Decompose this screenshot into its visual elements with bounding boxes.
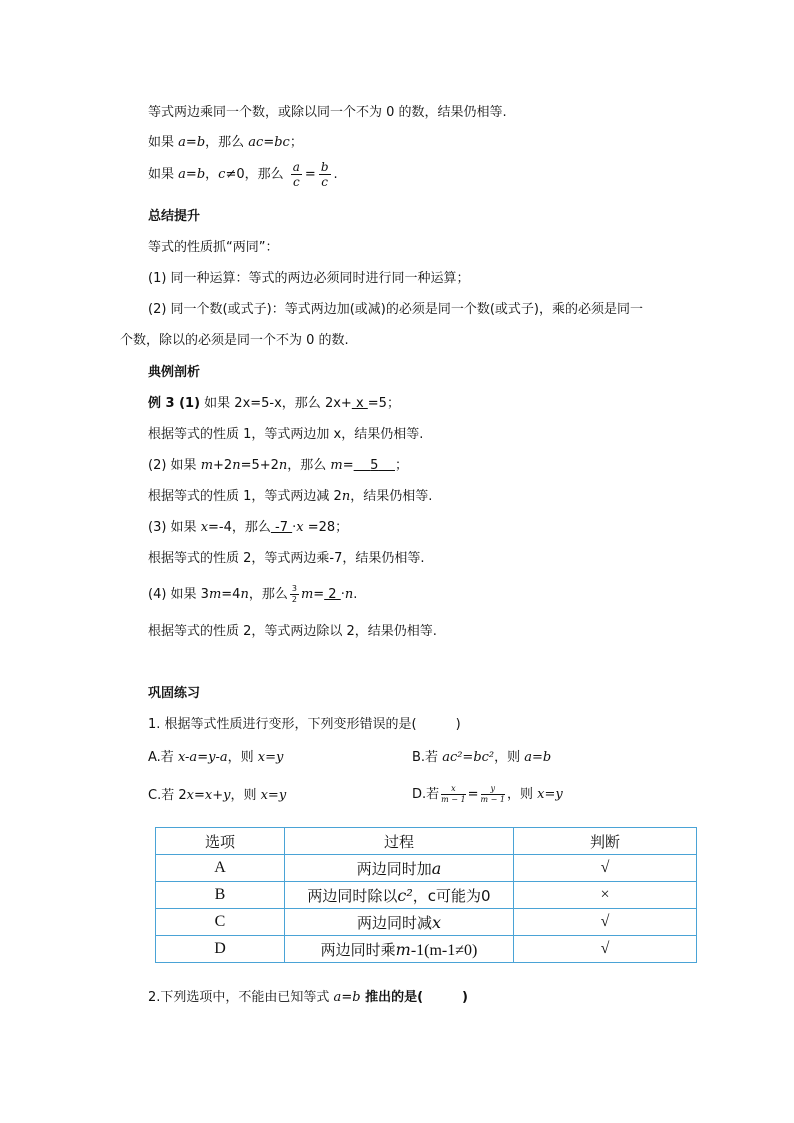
property-statement: 等式两边乘同一个数，或除以同一个不为 0 的数，结果仍相等. <box>148 105 507 120</box>
cell-option: D <box>156 936 285 963</box>
practice-heading: 巩固练习 <box>148 686 201 701</box>
header-option: 选项 <box>156 828 285 855</box>
question-1: 1. 根据等式性质进行变形，下列变形错误的是( ) <box>148 717 461 732</box>
rule-divide: 如果 a=b，c≠0，那么 $\frac{a}{c}$ = $\frac{b}{c}$ . <box>148 160 338 189</box>
question-2: 2.下列选项中，不能由已知等式 a=b 推出的是( ) <box>148 990 468 1005</box>
cell-process: 两边同时除以c²，c可能为0 <box>285 882 514 909</box>
option-b: B.若 ac²=bc²，则 a=b <box>412 750 552 765</box>
option-a: A.若 x-a=y-a，则 x=y <box>148 750 284 765</box>
example-1: 例 3 (1) 如果 2x=5-x，那么 2x+ x =5； <box>148 396 400 411</box>
cell-process: 两边同时加a <box>285 855 514 882</box>
option-d: D.若 $\frac{x}{m - 1}$ = $\frac{y}{m - 1}$ ，则 x=y <box>412 784 563 804</box>
header-process: 过程 <box>285 828 514 855</box>
cell-option: A <box>156 855 285 882</box>
example-1-explanation: 根据等式的性质 1，等式两边加 x，结果仍相等. <box>148 427 424 442</box>
cell-judgement: √ <box>514 855 697 882</box>
cell-judgement: √ <box>514 909 697 936</box>
table-row <box>156 909 697 936</box>
cell-judgement: × <box>514 882 697 909</box>
cell-option: C <box>156 909 285 936</box>
analysis-table <box>155 827 697 963</box>
example-4-explanation: 根据等式的性质 2，等式两边除以 2，结果仍相等. <box>148 624 437 639</box>
example-2-explanation: 根据等式的性质 1，等式两边减 2n，结果仍相等. <box>148 489 433 504</box>
summary-heading: 总结提升 <box>148 209 201 224</box>
cell-option: B <box>156 882 285 909</box>
option-c: C.若 2x=x+y，则 x=y <box>148 788 287 803</box>
table-row <box>156 936 697 963</box>
table-header-row <box>156 828 697 855</box>
fraction-b-over-c: $\frac{b}{c}$ <box>320 160 329 189</box>
table-row <box>156 855 697 882</box>
summary-point-1: (1) 同一种运算：等式的两边必须同时进行同一种运算； <box>148 271 470 286</box>
fraction-a-over-c: $\frac{a}{c}$ <box>292 160 300 189</box>
rule-multiply: 如果 a=b，那么 ac=bc； <box>148 135 303 150</box>
header-judgement: 判断 <box>514 828 697 855</box>
fraction-three-halves: $\frac{3}{2}$ <box>291 584 297 604</box>
fraction-y-over-m-minus-1: $\frac{y}{m - 1}$ <box>480 784 505 804</box>
fraction-x-over-m-minus-1: $\frac{x}{m - 1}$ <box>441 784 466 804</box>
example-2: (2) 如果 m+2n=5+2n，那么 m= 5 ； <box>148 458 408 473</box>
cell-process: 两边同时乘m-1(m-1≠0) <box>285 936 514 963</box>
example-3: (3) 如果 x=-4，那么 -7 ·x =28； <box>148 520 349 535</box>
summary-point-2: (2) 同一个数(或式子)：等式两边加(或减)的必须是同一个数(或式子)，乘的必须是同一 <box>148 302 643 317</box>
cell-judgement: √ <box>514 936 697 963</box>
summary-point-2-cont: 个数，除以的必须是同一个不为 0 的数. <box>120 333 349 348</box>
example-3-explanation: 根据等式的性质 2，等式两边乘-7，结果仍相等. <box>148 551 425 566</box>
example-heading: 典例剖析 <box>148 365 201 380</box>
cell-process: 两边同时减x <box>285 909 514 936</box>
summary-intro: 等式的性质抓“两同”： <box>148 240 279 255</box>
table-row <box>156 882 697 909</box>
example-4: (4) 如果 3m=4n，那么 $\frac{3}{2}$ m= 2 ·n. <box>148 584 358 604</box>
